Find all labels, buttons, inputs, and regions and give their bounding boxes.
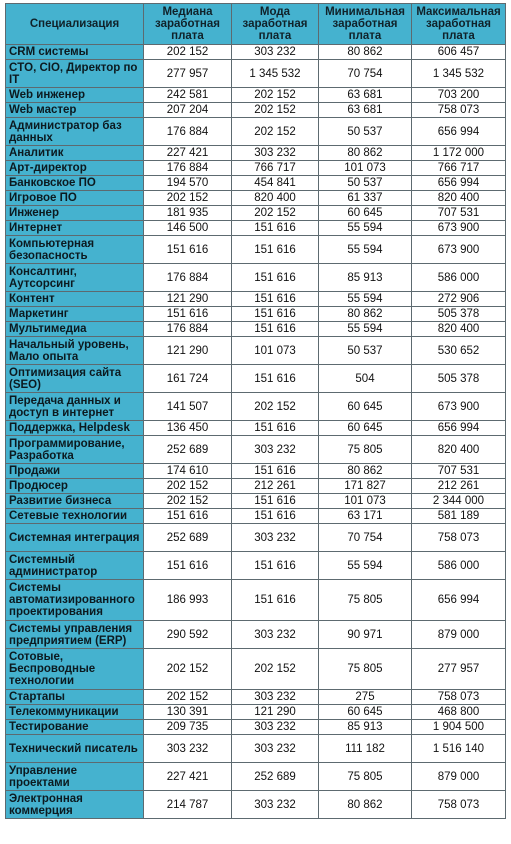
- min-cell: 55 594: [319, 292, 412, 307]
- median-cell: 151 616: [144, 552, 232, 580]
- median-cell: 176 884: [144, 322, 232, 337]
- mode-cell: 820 400: [232, 191, 319, 206]
- max-cell: 707 531: [412, 464, 506, 479]
- median-cell: 227 421: [144, 146, 232, 161]
- specialization-cell: Консалтинг, Аутсорсинг: [6, 264, 144, 292]
- table-row: [6, 393, 506, 421]
- median-cell: 121 290: [144, 337, 232, 365]
- max-cell: 586 000: [412, 264, 506, 292]
- min-cell: 60 645: [319, 393, 412, 421]
- mode-cell: 303 232: [232, 621, 319, 649]
- table-row: [6, 720, 506, 735]
- median-cell: 174 610: [144, 464, 232, 479]
- table-row: [6, 176, 506, 191]
- specialization-cell: Мультимедиа: [6, 322, 144, 337]
- mode-cell: 202 152: [232, 393, 319, 421]
- table-row: [6, 307, 506, 322]
- specialization-cell: CRM системы: [6, 45, 144, 60]
- median-cell: 151 616: [144, 307, 232, 322]
- median-cell: 141 507: [144, 393, 232, 421]
- specialization-cell: Web инженер: [6, 88, 144, 103]
- specialization-cell: Банковское ПО: [6, 176, 144, 191]
- min-cell: 63 681: [319, 103, 412, 118]
- min-cell: 63 171: [319, 509, 412, 524]
- max-cell: 1 516 140: [412, 735, 506, 763]
- min-cell: 101 073: [319, 494, 412, 509]
- mode-cell: 101 073: [232, 337, 319, 365]
- max-cell: 673 900: [412, 221, 506, 236]
- min-cell: 80 862: [319, 146, 412, 161]
- max-cell: 820 400: [412, 191, 506, 206]
- min-cell: 75 805: [319, 763, 412, 791]
- median-cell: 242 581: [144, 88, 232, 103]
- table-row: [6, 103, 506, 118]
- median-cell: 146 500: [144, 221, 232, 236]
- min-cell: 63 681: [319, 88, 412, 103]
- min-cell: 55 594: [319, 236, 412, 264]
- table-row: [6, 221, 506, 236]
- specialization-cell: Интернет: [6, 221, 144, 236]
- specialization-cell: Арт-директор: [6, 161, 144, 176]
- max-cell: 820 400: [412, 436, 506, 464]
- mode-cell: 303 232: [232, 735, 319, 763]
- mode-cell: 151 616: [232, 552, 319, 580]
- min-cell: 60 645: [319, 206, 412, 221]
- specialization-cell: Аналитик: [6, 146, 144, 161]
- max-cell: 656 994: [412, 118, 506, 146]
- max-cell: 272 906: [412, 292, 506, 307]
- specialization-cell: Web мастер: [6, 103, 144, 118]
- specialization-cell: Сотовые, Беспроводные технологии: [6, 649, 144, 690]
- max-cell: 586 000: [412, 552, 506, 580]
- mode-cell: 151 616: [232, 494, 319, 509]
- max-cell: 703 200: [412, 88, 506, 103]
- table-row: [6, 365, 506, 393]
- max-cell: 820 400: [412, 322, 506, 337]
- median-cell: 290 592: [144, 621, 232, 649]
- median-cell: 214 787: [144, 791, 232, 819]
- max-cell: 606 457: [412, 45, 506, 60]
- median-cell: 303 232: [144, 735, 232, 763]
- max-cell: 879 000: [412, 621, 506, 649]
- specialization-cell: Администратор баз данных: [6, 118, 144, 146]
- specialization-cell: Сетевые технологии: [6, 509, 144, 524]
- table-row: [6, 236, 506, 264]
- max-cell: 277 957: [412, 649, 506, 690]
- header-max: Максимальная заработная плата: [412, 4, 506, 45]
- header-row: [6, 4, 506, 45]
- table-row: [6, 45, 506, 60]
- table-row: [6, 735, 506, 763]
- mode-cell: 151 616: [232, 307, 319, 322]
- median-cell: 202 152: [144, 690, 232, 705]
- min-cell: 111 182: [319, 735, 412, 763]
- table-row: [6, 292, 506, 307]
- table-row: [6, 621, 506, 649]
- table-row: [6, 206, 506, 221]
- specialization-cell: Тестирование: [6, 720, 144, 735]
- median-cell: 161 724: [144, 365, 232, 393]
- median-cell: 136 450: [144, 421, 232, 436]
- mode-cell: 121 290: [232, 705, 319, 720]
- header-median: Медиана заработная плата: [144, 4, 232, 45]
- specialization-cell: Компьютерная безопасность: [6, 236, 144, 264]
- salary-table: [5, 3, 506, 819]
- specialization-cell: Системная интеграция: [6, 524, 144, 552]
- median-cell: 252 689: [144, 436, 232, 464]
- mode-cell: 303 232: [232, 524, 319, 552]
- mode-cell: 151 616: [232, 221, 319, 236]
- table-row: [6, 705, 506, 720]
- mode-cell: 303 232: [232, 45, 319, 60]
- mode-cell: 202 152: [232, 103, 319, 118]
- table-row: [6, 524, 506, 552]
- min-cell: 70 754: [319, 524, 412, 552]
- mode-cell: 303 232: [232, 720, 319, 735]
- max-cell: 2 344 000: [412, 494, 506, 509]
- header-min: Минимальная заработная плата: [319, 4, 412, 45]
- table-row: [6, 146, 506, 161]
- mode-cell: 303 232: [232, 436, 319, 464]
- min-cell: 60 645: [319, 705, 412, 720]
- median-cell: 130 391: [144, 705, 232, 720]
- max-cell: 1 345 532: [412, 60, 506, 88]
- min-cell: 75 805: [319, 436, 412, 464]
- header-specialization: Специализация: [6, 4, 144, 45]
- table-row: [6, 509, 506, 524]
- min-cell: 90 971: [319, 621, 412, 649]
- min-cell: 80 862: [319, 791, 412, 819]
- min-cell: 80 862: [319, 307, 412, 322]
- table-row: [6, 60, 506, 88]
- median-cell: 202 152: [144, 191, 232, 206]
- specialization-cell: Электронная коммерция: [6, 791, 144, 819]
- specialization-cell: Поддержка, Helpdesk: [6, 421, 144, 436]
- specialization-cell: CTO, CIO, Директор по IT: [6, 60, 144, 88]
- max-cell: 766 717: [412, 161, 506, 176]
- specialization-cell: Передача данных и доступ в интернет: [6, 393, 144, 421]
- mode-cell: 151 616: [232, 264, 319, 292]
- max-cell: 673 900: [412, 236, 506, 264]
- min-cell: 60 645: [319, 421, 412, 436]
- max-cell: 707 531: [412, 206, 506, 221]
- max-cell: 656 994: [412, 421, 506, 436]
- specialization-cell: Маркетинг: [6, 307, 144, 322]
- mode-cell: 766 717: [232, 161, 319, 176]
- table-row: [6, 479, 506, 494]
- min-cell: 55 594: [319, 221, 412, 236]
- min-cell: 50 537: [319, 337, 412, 365]
- max-cell: 758 073: [412, 524, 506, 552]
- mode-cell: 252 689: [232, 763, 319, 791]
- specialization-cell: Технический писатель: [6, 735, 144, 763]
- median-cell: 202 152: [144, 479, 232, 494]
- min-cell: 85 913: [319, 264, 412, 292]
- mode-cell: 1 345 532: [232, 60, 319, 88]
- median-cell: 176 884: [144, 264, 232, 292]
- mode-cell: 151 616: [232, 421, 319, 436]
- table-row: [6, 161, 506, 176]
- min-cell: 75 805: [319, 580, 412, 621]
- specialization-cell: Продюсер: [6, 479, 144, 494]
- mode-cell: 303 232: [232, 690, 319, 705]
- table-row: [6, 649, 506, 690]
- median-cell: 194 570: [144, 176, 232, 191]
- min-cell: 80 862: [319, 464, 412, 479]
- mode-cell: 212 261: [232, 479, 319, 494]
- max-cell: 505 378: [412, 307, 506, 322]
- specialization-cell: Начальный уровень, Мало опыта: [6, 337, 144, 365]
- mode-cell: 151 616: [232, 464, 319, 479]
- mode-cell: 151 616: [232, 580, 319, 621]
- min-cell: 55 594: [319, 322, 412, 337]
- median-cell: 252 689: [144, 524, 232, 552]
- min-cell: 504: [319, 365, 412, 393]
- mode-cell: 151 616: [232, 292, 319, 307]
- table-row: [6, 191, 506, 206]
- table-row: [6, 118, 506, 146]
- min-cell: 171 827: [319, 479, 412, 494]
- median-cell: 176 884: [144, 161, 232, 176]
- mode-cell: 151 616: [232, 322, 319, 337]
- min-cell: 101 073: [319, 161, 412, 176]
- table-row: [6, 690, 506, 705]
- min-cell: 85 913: [319, 720, 412, 735]
- specialization-cell: Игровое ПО: [6, 191, 144, 206]
- min-cell: 275: [319, 690, 412, 705]
- table-row: [6, 436, 506, 464]
- median-cell: 207 204: [144, 103, 232, 118]
- mode-cell: 303 232: [232, 791, 319, 819]
- median-cell: 151 616: [144, 236, 232, 264]
- mode-cell: 151 616: [232, 236, 319, 264]
- table-row: [6, 322, 506, 337]
- table-row: [6, 464, 506, 479]
- specialization-cell: Контент: [6, 292, 144, 307]
- mode-cell: 202 152: [232, 118, 319, 146]
- max-cell: 656 994: [412, 176, 506, 191]
- table-row: [6, 763, 506, 791]
- mode-cell: 303 232: [232, 146, 319, 161]
- min-cell: 61 337: [319, 191, 412, 206]
- header-mode: Мода заработная плата: [232, 4, 319, 45]
- specialization-cell: Телекоммуникации: [6, 705, 144, 720]
- table-row: [6, 791, 506, 819]
- min-cell: 55 594: [319, 552, 412, 580]
- max-cell: 581 189: [412, 509, 506, 524]
- specialization-cell: Продажи: [6, 464, 144, 479]
- max-cell: 758 073: [412, 103, 506, 118]
- mode-cell: 454 841: [232, 176, 319, 191]
- specialization-cell: Инженер: [6, 206, 144, 221]
- table-row: [6, 552, 506, 580]
- median-cell: 176 884: [144, 118, 232, 146]
- table-row: [6, 580, 506, 621]
- max-cell: 656 994: [412, 580, 506, 621]
- median-cell: 186 993: [144, 580, 232, 621]
- table-row: [6, 494, 506, 509]
- specialization-cell: Системы автоматизированного проектирования: [6, 580, 144, 621]
- specialization-cell: Оптимизация сайта (SEO): [6, 365, 144, 393]
- median-cell: 202 152: [144, 45, 232, 60]
- median-cell: 151 616: [144, 509, 232, 524]
- max-cell: 673 900: [412, 393, 506, 421]
- median-cell: 277 957: [144, 60, 232, 88]
- mode-cell: 151 616: [232, 365, 319, 393]
- median-cell: 121 290: [144, 292, 232, 307]
- table-row: [6, 421, 506, 436]
- max-cell: 758 073: [412, 791, 506, 819]
- specialization-cell: Системный администратор: [6, 552, 144, 580]
- table-body: [6, 45, 506, 819]
- max-cell: 530 652: [412, 337, 506, 365]
- specialization-cell: Системы управления предприятием (ERP): [6, 621, 144, 649]
- min-cell: 50 537: [319, 118, 412, 146]
- median-cell: 227 421: [144, 763, 232, 791]
- max-cell: 468 800: [412, 705, 506, 720]
- table-row: [6, 337, 506, 365]
- median-cell: 202 152: [144, 649, 232, 690]
- specialization-cell: Развитие бизнеса: [6, 494, 144, 509]
- max-cell: 505 378: [412, 365, 506, 393]
- median-cell: 202 152: [144, 494, 232, 509]
- max-cell: 1 172 000: [412, 146, 506, 161]
- mode-cell: 202 152: [232, 206, 319, 221]
- min-cell: 75 805: [319, 649, 412, 690]
- min-cell: 80 862: [319, 45, 412, 60]
- mode-cell: 151 616: [232, 509, 319, 524]
- max-cell: 879 000: [412, 763, 506, 791]
- table-row: [6, 88, 506, 103]
- specialization-cell: Управление проектами: [6, 763, 144, 791]
- specialization-cell: Стартапы: [6, 690, 144, 705]
- max-cell: 758 073: [412, 690, 506, 705]
- mode-cell: 202 152: [232, 649, 319, 690]
- min-cell: 70 754: [319, 60, 412, 88]
- mode-cell: 202 152: [232, 88, 319, 103]
- max-cell: 1 904 500: [412, 720, 506, 735]
- table-row: [6, 264, 506, 292]
- min-cell: 50 537: [319, 176, 412, 191]
- max-cell: 212 261: [412, 479, 506, 494]
- median-cell: 181 935: [144, 206, 232, 221]
- median-cell: 209 735: [144, 720, 232, 735]
- specialization-cell: Программирование, Разработка: [6, 436, 144, 464]
